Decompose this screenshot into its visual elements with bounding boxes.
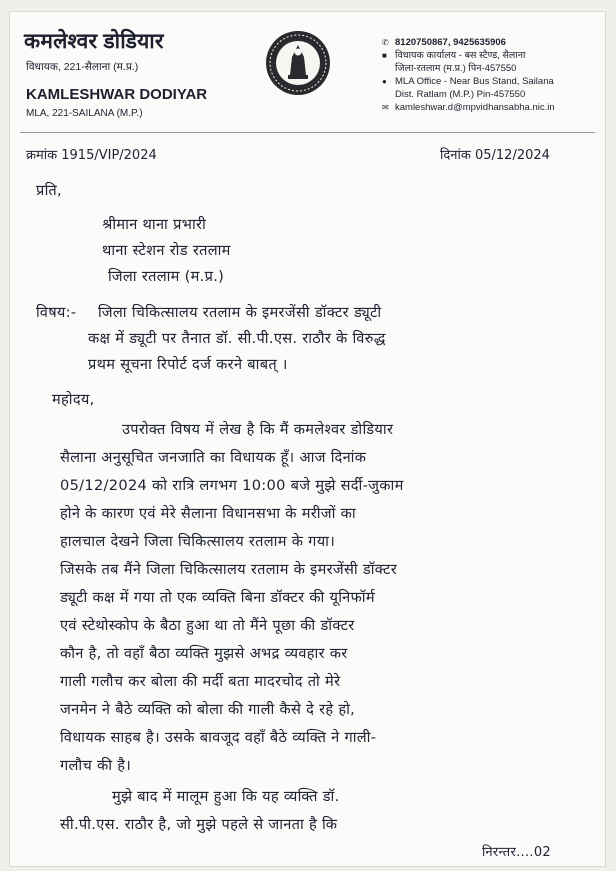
contact-office-english-1: MLA Office - Near Bus Stand, Sailana — [395, 76, 554, 87]
letterhead-divider — [20, 132, 595, 133]
location-icon: ● — [382, 77, 387, 86]
subject-line: कक्ष में ड्यूटी पर तैनात डॉ. सी.पी.एस. राठौर के विरुद्ध — [88, 330, 386, 347]
salutation-to: प्रति, — [36, 182, 62, 199]
letter-date — [440, 145, 550, 163]
contact-office-english-2: Dist. Ratlam (M.P.) Pin-457550 — [395, 89, 526, 100]
emblem-seal — [265, 30, 331, 96]
date-label: दिनांक — [440, 148, 471, 163]
recipient-line: श्रीमान थाना प्रभारी — [102, 216, 207, 233]
body-line: गाली गलौच कर बोला की मर्दी बता मादरचोद तो मेरे — [60, 673, 341, 690]
body-line: जिसके तब मैंने जिला चिकित्सालय रतलाम के इमरजेंसी डॉक्टर — [60, 561, 397, 578]
contact-block — [382, 36, 602, 114]
email-icon: ✉ — [382, 103, 389, 112]
body-line: कौन है, तो वहाँ बैठा व्यक्ति मुझसे अभद्र व्यवहार कर — [60, 645, 348, 662]
subject-line: जिला चिकित्सालय रतलाम के इमरजेंसी डॉक्टर ड्यूटी — [98, 304, 382, 321]
continued-marker: निरन्तर....02 — [482, 845, 552, 860]
body-line: सी.पी.एस. राठौर है, जो मुझे पहले से जानता है कि — [60, 816, 338, 833]
contact-email: kamleshwar.d@mpvidhansabha.nic.in — [395, 102, 555, 113]
body-line: 05/12/2024 को रात्रि लगभग 10:00 बजे मुझे सर्दी-जुकाम — [60, 477, 404, 494]
reference-value: 1915/VIP/2024 — [61, 148, 157, 163]
recipient-line: जिला रतलाम (म.प्र.) — [108, 268, 225, 285]
recipient-line: थाना स्टेशन रोड रतलाम — [102, 242, 231, 259]
letterhead-name-english: KAMLESHWAR DODIYAR — [26, 86, 208, 103]
body-line: होने के कारण एवं मेरे सैलाना विधानसभा के मरीजों का — [60, 505, 356, 522]
body-line: उपरोक्त विषय में लेख है कि मैं कमलेश्वर डोडियार — [122, 421, 394, 438]
body-line: ड्यूटी कक्ष में गया तो एक व्यक्ति बिना डॉक्टर की यूनिफॉर्म — [60, 589, 375, 606]
body-line: एवं स्टेथोस्कोप के बैठा हुआ था तो मैंने पूछा की डॉक्टर — [60, 617, 355, 634]
letter-page — [10, 12, 605, 866]
reference-label: क्रमांक — [26, 148, 58, 163]
body-line: हालचाल देखने जिला चिकित्सालय रतलाम के गया। — [60, 533, 336, 550]
body-line: सैलाना अनुसूचित जनजाति का विधायक हूँ। आज दिनांक — [60, 449, 367, 466]
reference-number — [26, 145, 157, 163]
body-line: गलौच की है। — [60, 757, 132, 774]
letterhead-name-hindi: कमलेश्वर डोडियार — [24, 30, 164, 53]
contact-phone: 8120750867, 9425635906 — [395, 37, 506, 48]
letterhead-subtitle-hindi: विधायक, 221-सैलाना (म.प्र.) — [26, 61, 139, 73]
contact-office-hindi-1: विधायक कार्यालय - बस स्टैण्ड, सैलाना — [395, 50, 526, 61]
greeting: महोदय, — [52, 391, 95, 408]
body-line: विधायक साहब है। उसके बावजूद वहाँ बैठे व्यक्ति ने गाली- — [60, 729, 377, 746]
phone-icon: ✆ — [382, 38, 389, 47]
subject-label: विषय:- — [36, 304, 77, 321]
date-value: 05/12/2024 — [474, 148, 550, 163]
office-icon: ■ — [382, 51, 387, 60]
body-line: जनमेन ने बैठे व्यक्ति को बोला की गाली कैसे दे रहे हो, — [60, 701, 356, 718]
body-line: मुझे बाद में मालूम हुआ कि यह व्यक्ति डॉ. — [112, 788, 340, 805]
subject-line: प्रथम सूचना रिपोर्ट दर्ज करने बाबत् । — [88, 356, 288, 373]
contact-office-hindi-2: जिला-रतलाम (म.प्र.) पिन-457550 — [395, 63, 517, 74]
letterhead-subtitle-english: MLA, 221-SAILANA (M.P.) — [26, 108, 143, 119]
